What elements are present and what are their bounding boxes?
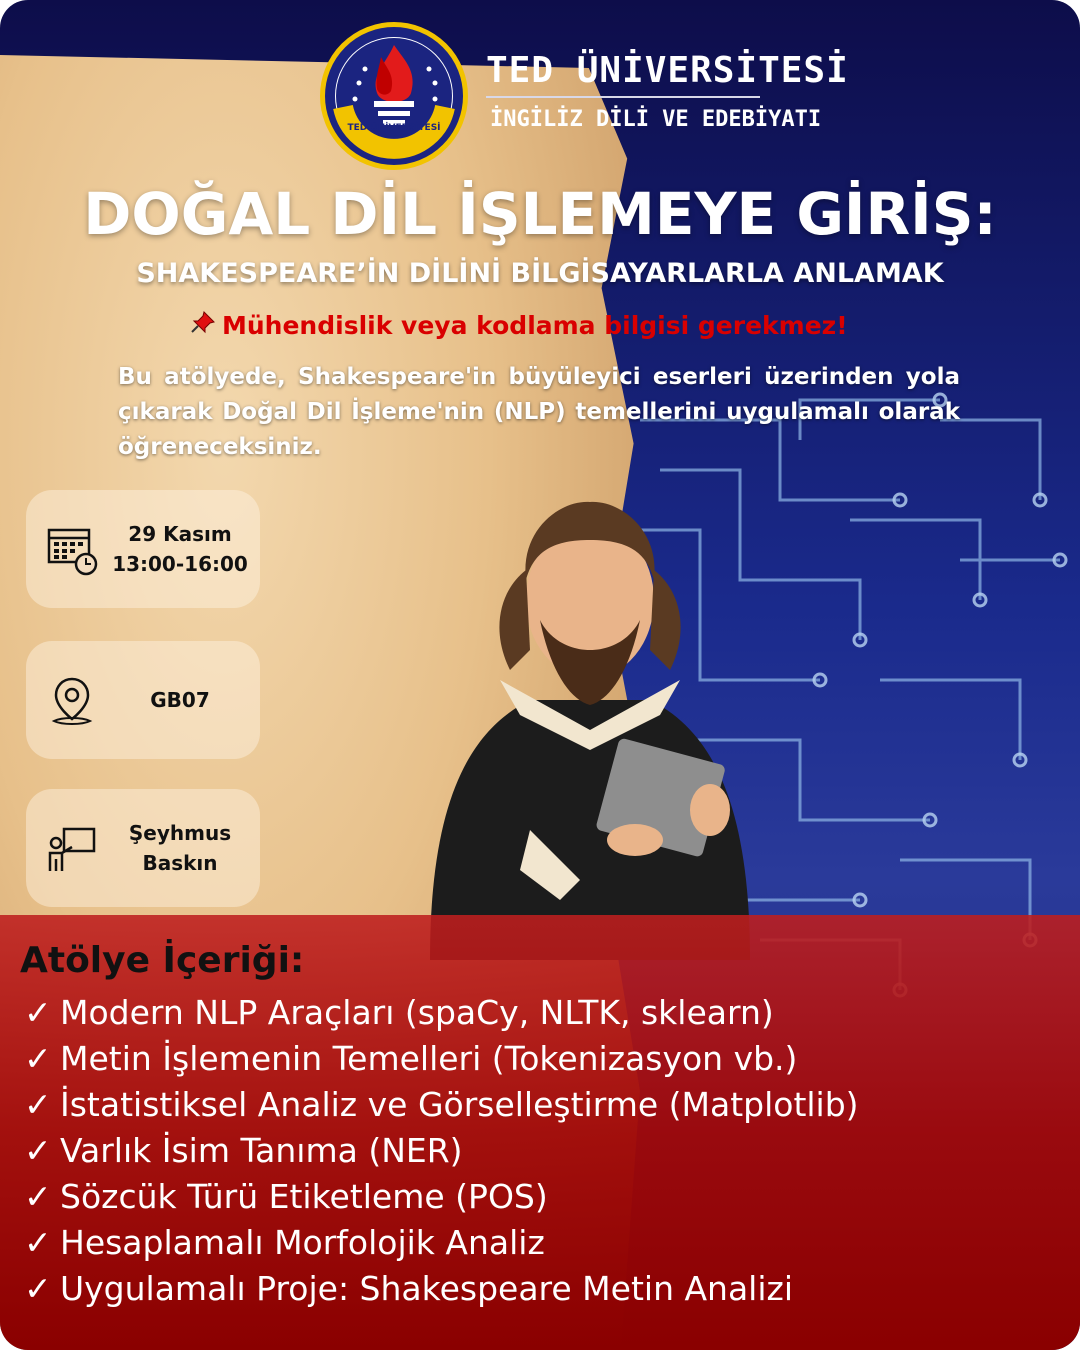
event-date: 29 Kasım: [128, 522, 232, 546]
instructor-card: [26, 789, 260, 907]
location-pin-icon: [46, 675, 98, 727]
list-item: ✓ Hesaplamalı Morfolojik Analiz: [24, 1220, 859, 1266]
instructor-board-icon: [46, 823, 98, 875]
university-logo: [320, 22, 468, 170]
requirement-notice: [190, 310, 848, 340]
university-name: TED ÜNİVERSİTESİ: [486, 50, 849, 91]
department-name: İNGİLİZ DİLİ VE EDEBİYATI: [490, 107, 822, 132]
content-title: Atölye İçeriği:: [20, 940, 305, 981]
event-time: 13:00-16:00: [112, 552, 248, 576]
content-list: [24, 990, 859, 1312]
location-card: [26, 641, 260, 759]
flame-icon: [325, 27, 463, 165]
poster-subtitle: SHAKESPEARE’İN DİLİNİ BİLGİSAYARLARLA ANLAMAK: [136, 258, 944, 289]
check-icon: ✓: [24, 1269, 52, 1308]
check-icon: ✓: [24, 993, 52, 1032]
list-item: ✓ Sözcük Türü Etiketleme (POS): [24, 1174, 859, 1220]
calendar-clock-icon: [46, 524, 98, 576]
list-item: ✓ İstatistiksel Analiz ve Görselleştirme (Matplotlib): [24, 1082, 859, 1128]
logo-text: TED ÜNİVERSİTESİ: [347, 123, 441, 133]
check-icon: ✓: [24, 1131, 52, 1170]
list-item: ✓ Varlık İsim Tanıma (NER): [24, 1128, 859, 1174]
list-item: ✓ Metin İşlemenin Temelleri (Tokenizasyon vb.): [24, 1036, 859, 1082]
list-item: ✓ Modern NLP Araçları (spaCy, NLTK, sklearn): [24, 990, 859, 1036]
check-icon: ✓: [24, 1039, 52, 1078]
instructor-first-name: Şeyhmus: [128, 821, 232, 845]
event-location: GB07: [150, 688, 210, 712]
check-icon: ✓: [24, 1085, 52, 1124]
shakespeare-illustration: [410, 500, 770, 960]
list-item: ✓ Uygulamalı Proje: Shakespeare Metin Analizi: [24, 1266, 859, 1312]
header-divider: [486, 96, 760, 98]
check-icon: ✓: [24, 1223, 52, 1262]
notice-text: Mühendislik veya kodlama bilgisi gerekmez!: [222, 311, 848, 340]
check-icon: ✓: [24, 1177, 52, 1216]
date-time-card: [26, 490, 260, 608]
pushpin-icon: [190, 310, 216, 340]
instructor-last-name: Baskın: [142, 851, 218, 875]
poster-title: DOĞAL DİL İŞLEMEYE GİRİŞ:: [83, 180, 997, 248]
workshop-description: Bu atölyede, Shakespeare'in büyüleyici eserleri üzerinden yola çıkarak Doğal Dil İşleme'nin (NLP) temellerini uygulamalı olarak öğreneceksiniz.: [118, 364, 960, 460]
